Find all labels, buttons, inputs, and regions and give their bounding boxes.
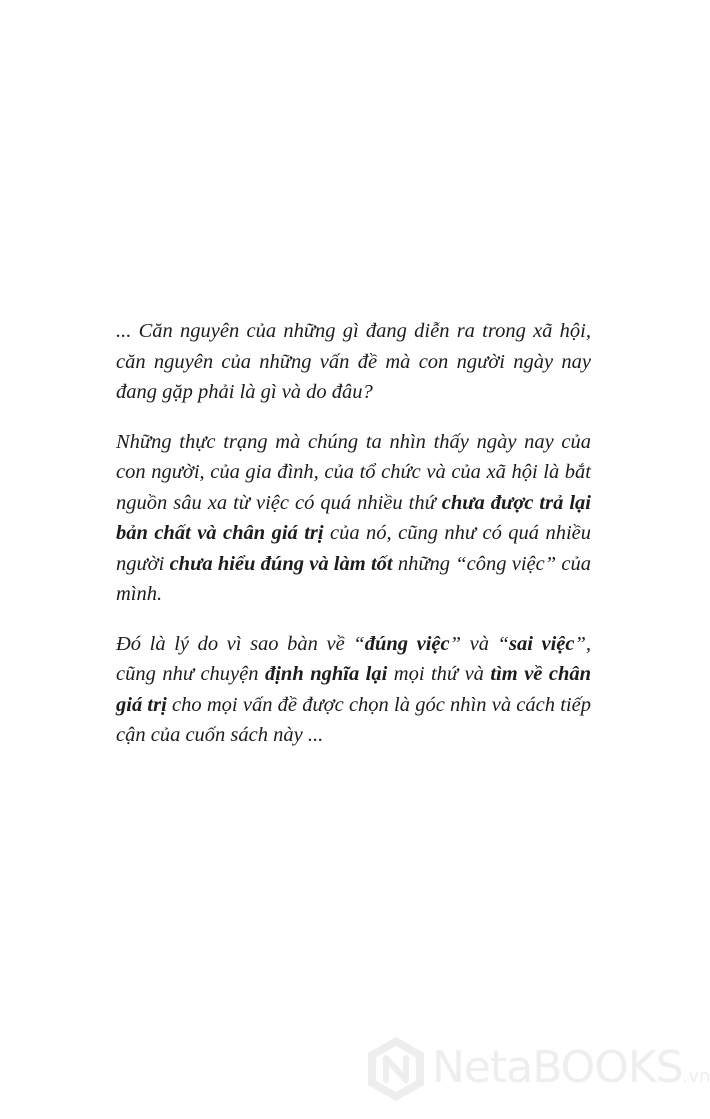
emphasis-text: sai việc <box>508 632 575 655</box>
text-run: Những thực trạng mà chúng ta nhìn thấy ngày nay của con người, của gia đình, của tổ chức và của xã hội là bắt nguồn sâu xa từ việc có quá nhiều thứ <box>116 430 591 514</box>
text-run: mọi thứ và <box>387 663 491 685</box>
emphasis-text: chưa hiểu đúng và làm tốt <box>169 552 393 575</box>
watermark-brand: NetaBOOKS <box>432 1042 683 1093</box>
text-run: những “công việc” của mình. <box>116 552 591 605</box>
text-run: ”, cũng như chuyện <box>116 632 592 685</box>
text-run: ” và “ <box>449 632 509 655</box>
emphasis-text: định nghĩa lại <box>264 663 388 685</box>
text-run: Đó là lý do vì sao bàn về “ <box>116 632 365 655</box>
paragraph-2 <box>116 427 591 610</box>
netabooks-watermark <box>364 1034 710 1104</box>
page-body <box>116 316 591 770</box>
text-run: ... Căn nguyên của những gì đang diễn ra trong xã hội, căn nguyên của những vấn đề mà con người ngày nay đang gặp phải là gì và do đâu? <box>116 320 591 403</box>
netabooks-logo-icon <box>364 1034 428 1104</box>
emphasis-text: đúng việc <box>364 632 450 655</box>
paragraph-1 <box>116 316 591 408</box>
watermark-text <box>432 1040 710 1105</box>
emphasis-text: tìm về chân giá trị <box>116 663 592 716</box>
emphasis-text: chưa được trả lại bản chất và chân giá trị <box>116 491 592 544</box>
text-run: của nó, cũng như có quá nhiều người <box>116 522 591 575</box>
text-run: cho mọi vấn đề được chọn là góc nhìn và cách tiếp cận của cuốn sách này ... <box>116 693 591 746</box>
paragraph-3 <box>116 629 591 751</box>
watermark-suffix: .vn <box>682 1066 710 1087</box>
